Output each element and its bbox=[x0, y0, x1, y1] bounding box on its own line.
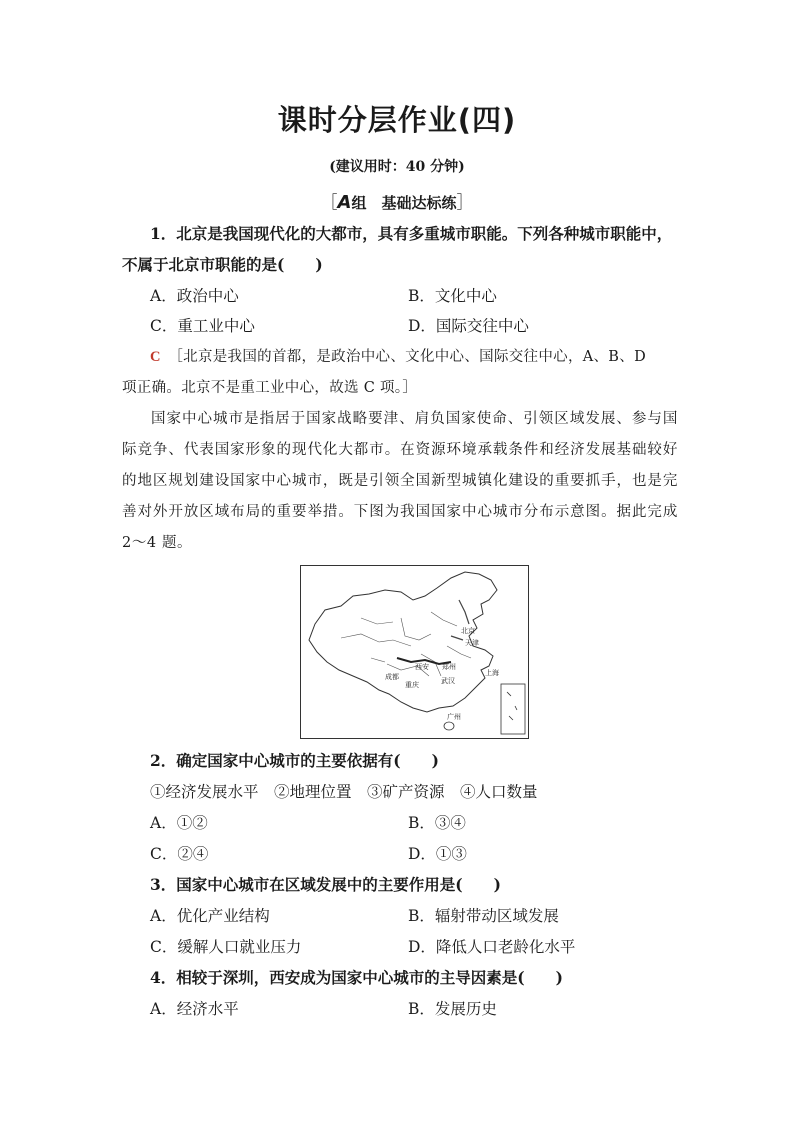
q4-option-a: A．经济水平 bbox=[150, 1000, 239, 1018]
q2-option-a: A．①② bbox=[150, 814, 208, 832]
page-title: 课时分层作业(四) bbox=[277, 103, 517, 137]
city-label: 西安 bbox=[415, 663, 429, 671]
q1-explanation-line1 bbox=[150, 347, 646, 367]
q2-stem: 2．确定国家中心城市的主要依据有( ) bbox=[150, 751, 439, 770]
city-label: 北京 bbox=[461, 627, 475, 635]
city-label: 上海 bbox=[485, 669, 499, 677]
q3-option-d: D．降低人口老龄化水平 bbox=[408, 938, 576, 956]
q1-explanation-line2: 项正确。北京不是重工业中心，故选 C 项。］ bbox=[122, 380, 418, 396]
city-label: 重庆 bbox=[405, 681, 419, 689]
q3-option-c: C．缓解人口就业压力 bbox=[150, 938, 302, 956]
q3-option-a: A．优化产业结构 bbox=[150, 907, 270, 925]
group-letter: A bbox=[337, 192, 352, 213]
group-heading bbox=[0, 188, 794, 213]
q1-stem-line1: 1．北京是我国现代化的大都市，具有多重城市职能。下列各种城市职能中， bbox=[150, 224, 673, 243]
q1-answer: C bbox=[150, 349, 161, 365]
reading-passage: 国家中心城市是指居于国家战略要津、肩负国家使命、引领区域发展、参与国际竞争、代表国家形象的现代化大都市。在资源环境承载条件和经济发展基础较好的地区规划建设国家中心城市，既是引领全国新型城镇化建设的重要抓手，也是完善对外开放区域布局的重要举措。下图为我国国家中心城市分布示意图。据此完成 2～4 题。 bbox=[122, 411, 678, 551]
q4-option-b: B．发展历史 bbox=[408, 1000, 497, 1018]
q4-stem: 4．相较于深圳，西安成为国家中心城市的主导因素是( ) bbox=[150, 968, 563, 987]
q3-stem: 3．国家中心城市在区域发展中的主要作用是( ) bbox=[150, 875, 501, 894]
q2-option-d: D．①③ bbox=[408, 845, 467, 863]
china-city-map bbox=[300, 565, 529, 739]
q1-option-b: B．文化中心 bbox=[408, 287, 497, 305]
q1-option-a: A．政治中心 bbox=[150, 287, 239, 305]
q2-choices: ①经济发展水平 ②地理位置 ③矿产资源 ④人口数量 bbox=[150, 783, 538, 801]
suggested-time: (建议用时：40 分钟) bbox=[329, 159, 465, 175]
q1-stem-line2: 不属于北京市职能的是( ) bbox=[122, 255, 323, 274]
china-outline-icon bbox=[301, 566, 528, 738]
city-label: 武汉 bbox=[441, 677, 455, 685]
q2-option-b: B．③④ bbox=[408, 814, 466, 832]
city-label: 郑州 bbox=[442, 663, 456, 671]
group-bracket-open: ［ bbox=[320, 193, 338, 213]
city-label: 成都 bbox=[385, 673, 399, 681]
q1-option-d: D．国际交往中心 bbox=[408, 317, 529, 335]
q2-option-c: C．②④ bbox=[150, 845, 209, 863]
q1-option-c: C．重工业中心 bbox=[150, 317, 255, 335]
group-bracket-close: ］ bbox=[456, 193, 474, 213]
q1-explanation-text1: ［北京是我国的首都，是政治中心、文化中心、国际交往中心，A、B、D bbox=[175, 349, 646, 365]
city-label: 天津 bbox=[465, 639, 479, 647]
group-label: 组 基础达标练 bbox=[351, 194, 457, 212]
city-label: 广州 bbox=[447, 713, 461, 721]
q3-option-b: B．辐射带动区域发展 bbox=[408, 907, 559, 925]
